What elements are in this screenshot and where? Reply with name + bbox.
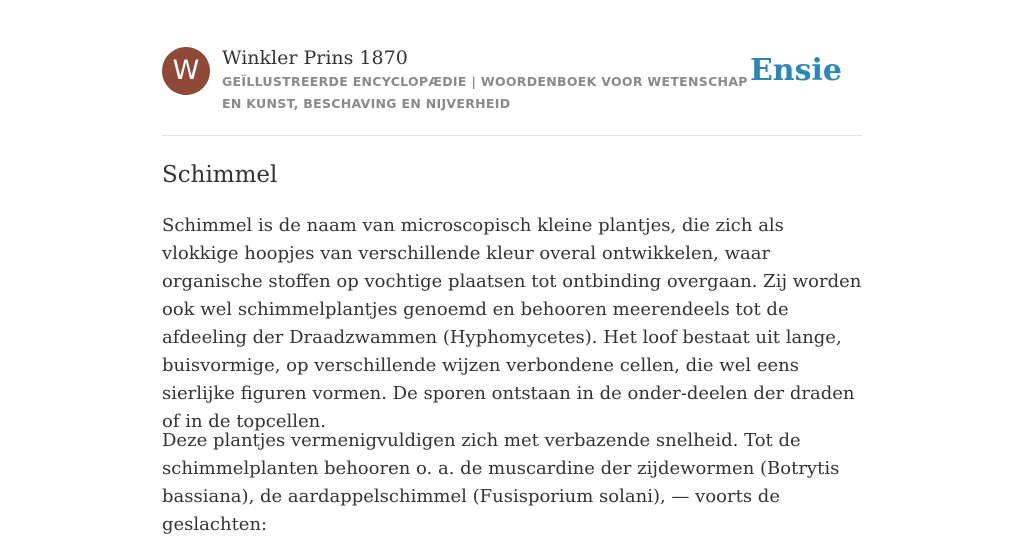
article-paragraph-2: Deze plantjes vermenigvuldigen zich met verbazende snelheid. Tot de schimmelplanten behooren o. a. de muscardine der zijdewormen (Botrytis bassiana), de aardappelschimmel (Fusisporium solani), — voorts de geslachten:: [162, 430, 840, 535]
source-avatar[interactable]: W: [162, 47, 210, 95]
ensie-logo[interactable]: Ensie: [749, 53, 842, 88]
source-header: [162, 46, 862, 116]
header-divider: [162, 135, 862, 136]
source-title[interactable]: Winkler Prins 1870: [222, 47, 408, 69]
page-content: [162, 0, 862, 535]
article-paragraph-1: Schimmel is de naam van microscopisch kleine plantjes, die zich als vlokkige hoopjes van verschillende kleur overal ontwikkelen, waar organische stoffen op vochtige plaatsen tot ontbinding overgaan. Zij worden ook wel schimmelplantjes genoemd en behooren meerendeels tot de afdeeling der Draadzwammen (Hyphomycetes). Het loof bestaat uit lange, buisvormige, op verschillende wijzen verbondene cellen, die wel eens sierlijke figuren vormen. De sporen ontstaan in de onder-deelen der draden of in de topcellen.: [162, 215, 862, 432]
article-title: Schimmel: [162, 162, 278, 188]
source-subtitle: GEÏLLUSTREERDE ENCYCLOPÆDIE | WOORDENBOEK VOOR WETENSCHAP EN KUNST, BESCHAVING EN NIJVERHEID: [222, 74, 748, 111]
